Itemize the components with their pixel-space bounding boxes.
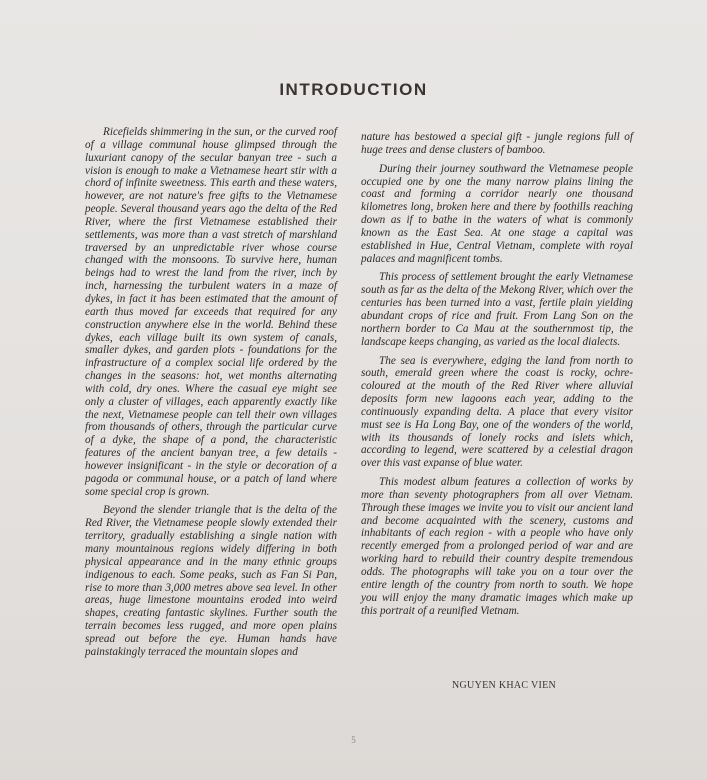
paragraph: Ricefields shimmering in the sun, or the curved roof of a village communal house glimpsed through the luxuriant canopy of the secular banyan tree - such a vision is enough to make a Vietnamese heart stir with a chord of infinite sweetness. This earth and these waters, however, are not nature's free gifts to the Vietnamese people. Several thousand years ago the delta of the Red River, where the first Vietnamese established their settlements, was more than a vast stretch of marshland traversed by an unpredictable river whose course changed with the monsoons. To survive here, human beings had to wrest the land from the river, inch by inch, harnessing the turbulent waters in a maze of dykes, in fact it has been estimated that the amount of earth thus moved far exceeds that required for any construction anywhere else in the world. Behind these dykes, each village built its own system of canals, smaller dykes, and garden plots - foundations for the infrastructure of a complex social life ordered by the changes in the seasons: hot, wet months alternating with cold, dry ones. Where the casual eye might see only a cluster of villages, each apparently exactly like the next, Vietnamese people can tell their own villages from thousands of others, through the particular curve of a dyke, the shape of a pond, the characteristic features of the ancient banyan tree, a few details - however insignificant - in the style or decoration of a pagoda or communal house, or a patch of land where some special crop is grown. [85, 126, 337, 498]
page-title: INTRODUCTION [279, 80, 428, 99]
author-signature: NGUYEN KHAC VIEN [452, 680, 557, 691]
text-column-left [85, 126, 337, 665]
paragraph: During their journey southward the Vietnamese people occupied one by one the many narrow plains lining the coast and forming a corridor nearly one thousand kilometres long, broken here and there by foothills reaching down as if to bathe in the waters of what is commonly known as the East Sea. At one stage a capital was established in Hue, Central Vietnam, complete with royal palaces and magnificent tombs. [361, 162, 633, 265]
paragraph: nature has bestowed a special gift - jungle regions full of huge trees and dense clusters of bamboo. [361, 131, 633, 156]
page-number: 5 [351, 735, 356, 745]
paragraph: Beyond the slender triangle that is the delta of the Red River, the Vietnamese people slowly extended their territory, gradually establishing a single nation with many mountainous regions widely differing in both physical appearance and in the many ethnic groups indigenous to each. Some peaks, such as Fan Si Pan, rise to more than 3,000 metres above sea level. In other areas, huge limestone mountains eroded into weird shapes, creating fantastic skylines. Further south the terrain becomes less rugged, and more open plains spread out before the eye. Human hands have painstakingly terraced the mountain slopes and [85, 504, 337, 658]
paragraph: This process of settlement brought the early Vietnamese south as far as the delta of the Mekong River, which over the centuries has been turned into a vast, fertile plain yielding abundant crops of rice and fruit. From Lang Son on the northern border to Ca Mau at the southernmost tip, the landscape keeps changing, as varied as the local dialects. [361, 271, 633, 348]
text-column-right [361, 131, 633, 623]
paragraph: The sea is everywhere, edging the land from north to south, emerald green where the coast is rocky, ochre-coloured at the mouth of the Red River where alluvial deposits form new lagoons each year, adding to the continuously expanding delta. A place that every visitor must see is Ha Long Bay, one of the wonders of the world, with its thousands of lonely rocks and islets which, according to legend, were scattered by a celestial dragon over this vast expanse of blue water. [361, 354, 633, 470]
paragraph: This modest album features a collection of works by more than seventy photographers from all over Vietnam. Through these images we invite you to visit our ancient land and become acquainted with the scenery, customs and inhabitants of each region - with a people who have only recently emerged from a prolonged period of war and are working hard to rebuild their country despite tremendous odds. The photographs will take you on a tour over the entire length of the country from north to south. We hope you will enjoy the many dramatic images which make up this portrait of a reunified Vietnam. [361, 476, 633, 617]
